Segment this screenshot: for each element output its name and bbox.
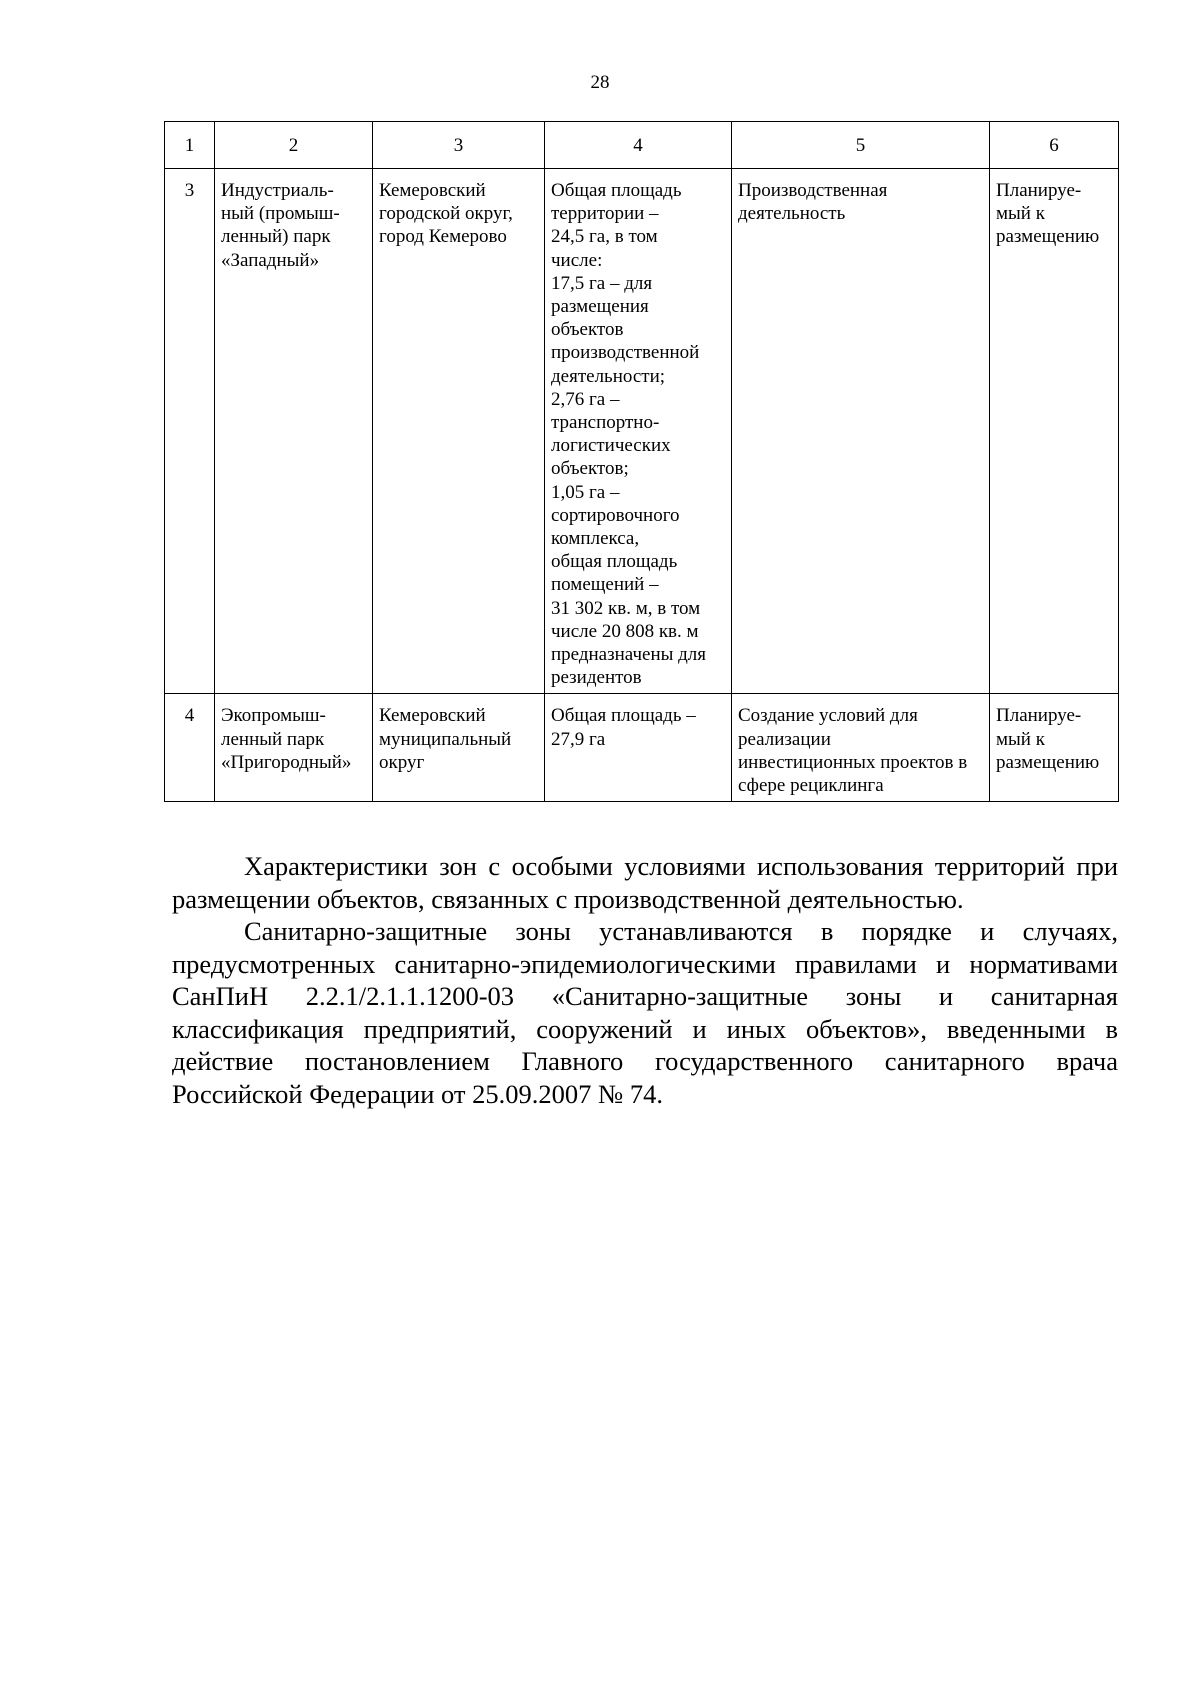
row-number-cell: 3 [165, 169, 215, 694]
column-header: 2 [215, 122, 373, 169]
column-header: 6 [990, 122, 1119, 169]
paragraph: Санитарно-защитные зоны устанавливаются в порядке и случаях, предусмотренных санитарно-эпидемиологическими правилами и нормативами СанПиН 2.2.1/2.1.1.1200-03 «Санитарно-защитные зоны и санитарная классификация предприятий, сооружений и иных объектов», введенными в действие постановлением Главного государственного санитарного врача Российской Федерации от 25.09.2007 № 74. [172, 916, 1118, 1109]
table-header-row [165, 122, 1119, 169]
purpose-cell: Создание условий для реализации инвестиционных проектов в сфере рециклинга [732, 694, 990, 802]
purpose-cell: Производственная деятельность [732, 169, 990, 694]
park-name-cell: Индустриаль- ный (промыш- ленный) парк «Западный» [215, 169, 373, 694]
park-name-cell: Экопромыш- ленный парк «Пригородный» [215, 694, 373, 802]
paragraph: Характеристики зон с особыми условиями использования территорий при размещении объектов, связанных с производственной деятельностью. [172, 851, 1118, 914]
column-header: 5 [732, 122, 990, 169]
column-header: 3 [373, 122, 545, 169]
status-cell: Планируе- мый к размещению [990, 694, 1119, 802]
location-cell: Кемеровский муниципальный округ [373, 694, 545, 802]
data-table [164, 121, 1119, 802]
table-row [165, 694, 1119, 802]
body-text [172, 850, 1118, 1110]
area-cell: Общая площадь – 27,9 га [545, 694, 732, 802]
column-header: 1 [165, 122, 215, 169]
page-number: 28 [590, 72, 610, 93]
location-cell: Кемеровский городской округ, город Кемерово [373, 169, 545, 694]
table-row [165, 169, 1119, 694]
column-header: 4 [545, 122, 732, 169]
area-cell: Общая площадь территории – 24,5 га, в том числе: 17,5 га – для размещения объектов производственной деятельности; 2,76 га – транспортно- логистических объектов; 1,05 га – сортировочного комплекса, общая площадь помещений – 31 302 кв. м, в том числе 20 808 кв. м предназначены для резидентов [545, 169, 732, 694]
row-number-cell: 4 [165, 694, 215, 802]
status-cell: Планируе- мый к размещению [990, 169, 1119, 694]
